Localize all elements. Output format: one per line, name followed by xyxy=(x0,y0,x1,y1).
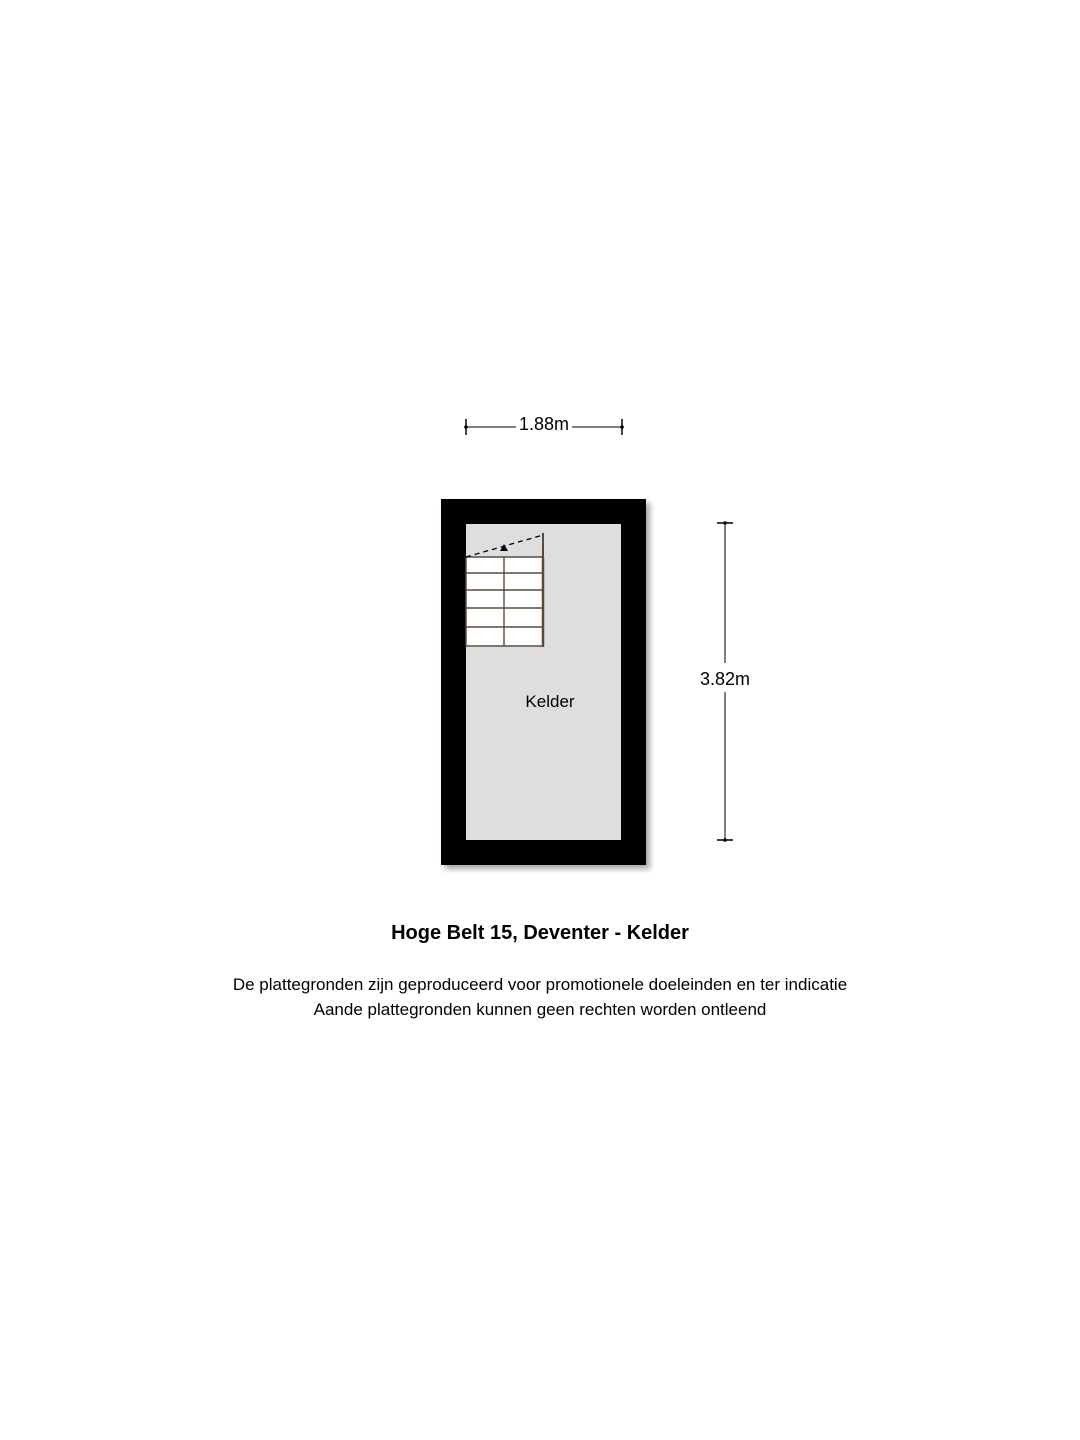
disclaimer-line-1: De plattegronden zijn geproduceerd voor promotionele doeleinden en ter indicatie xyxy=(232,975,848,994)
room-label-kelder: Kelder xyxy=(525,692,575,711)
height-label: 3.82m xyxy=(699,669,751,689)
height-dimension xyxy=(700,521,750,842)
disclaimer-line-2: Aande plattegronden kunnen geen rechten worden ontleend xyxy=(313,1000,767,1019)
plan-title: Hoge Belt 15, Deventer - Kelder xyxy=(391,922,689,944)
width-dimension xyxy=(464,414,624,435)
width-label: 1.88m xyxy=(518,414,570,434)
